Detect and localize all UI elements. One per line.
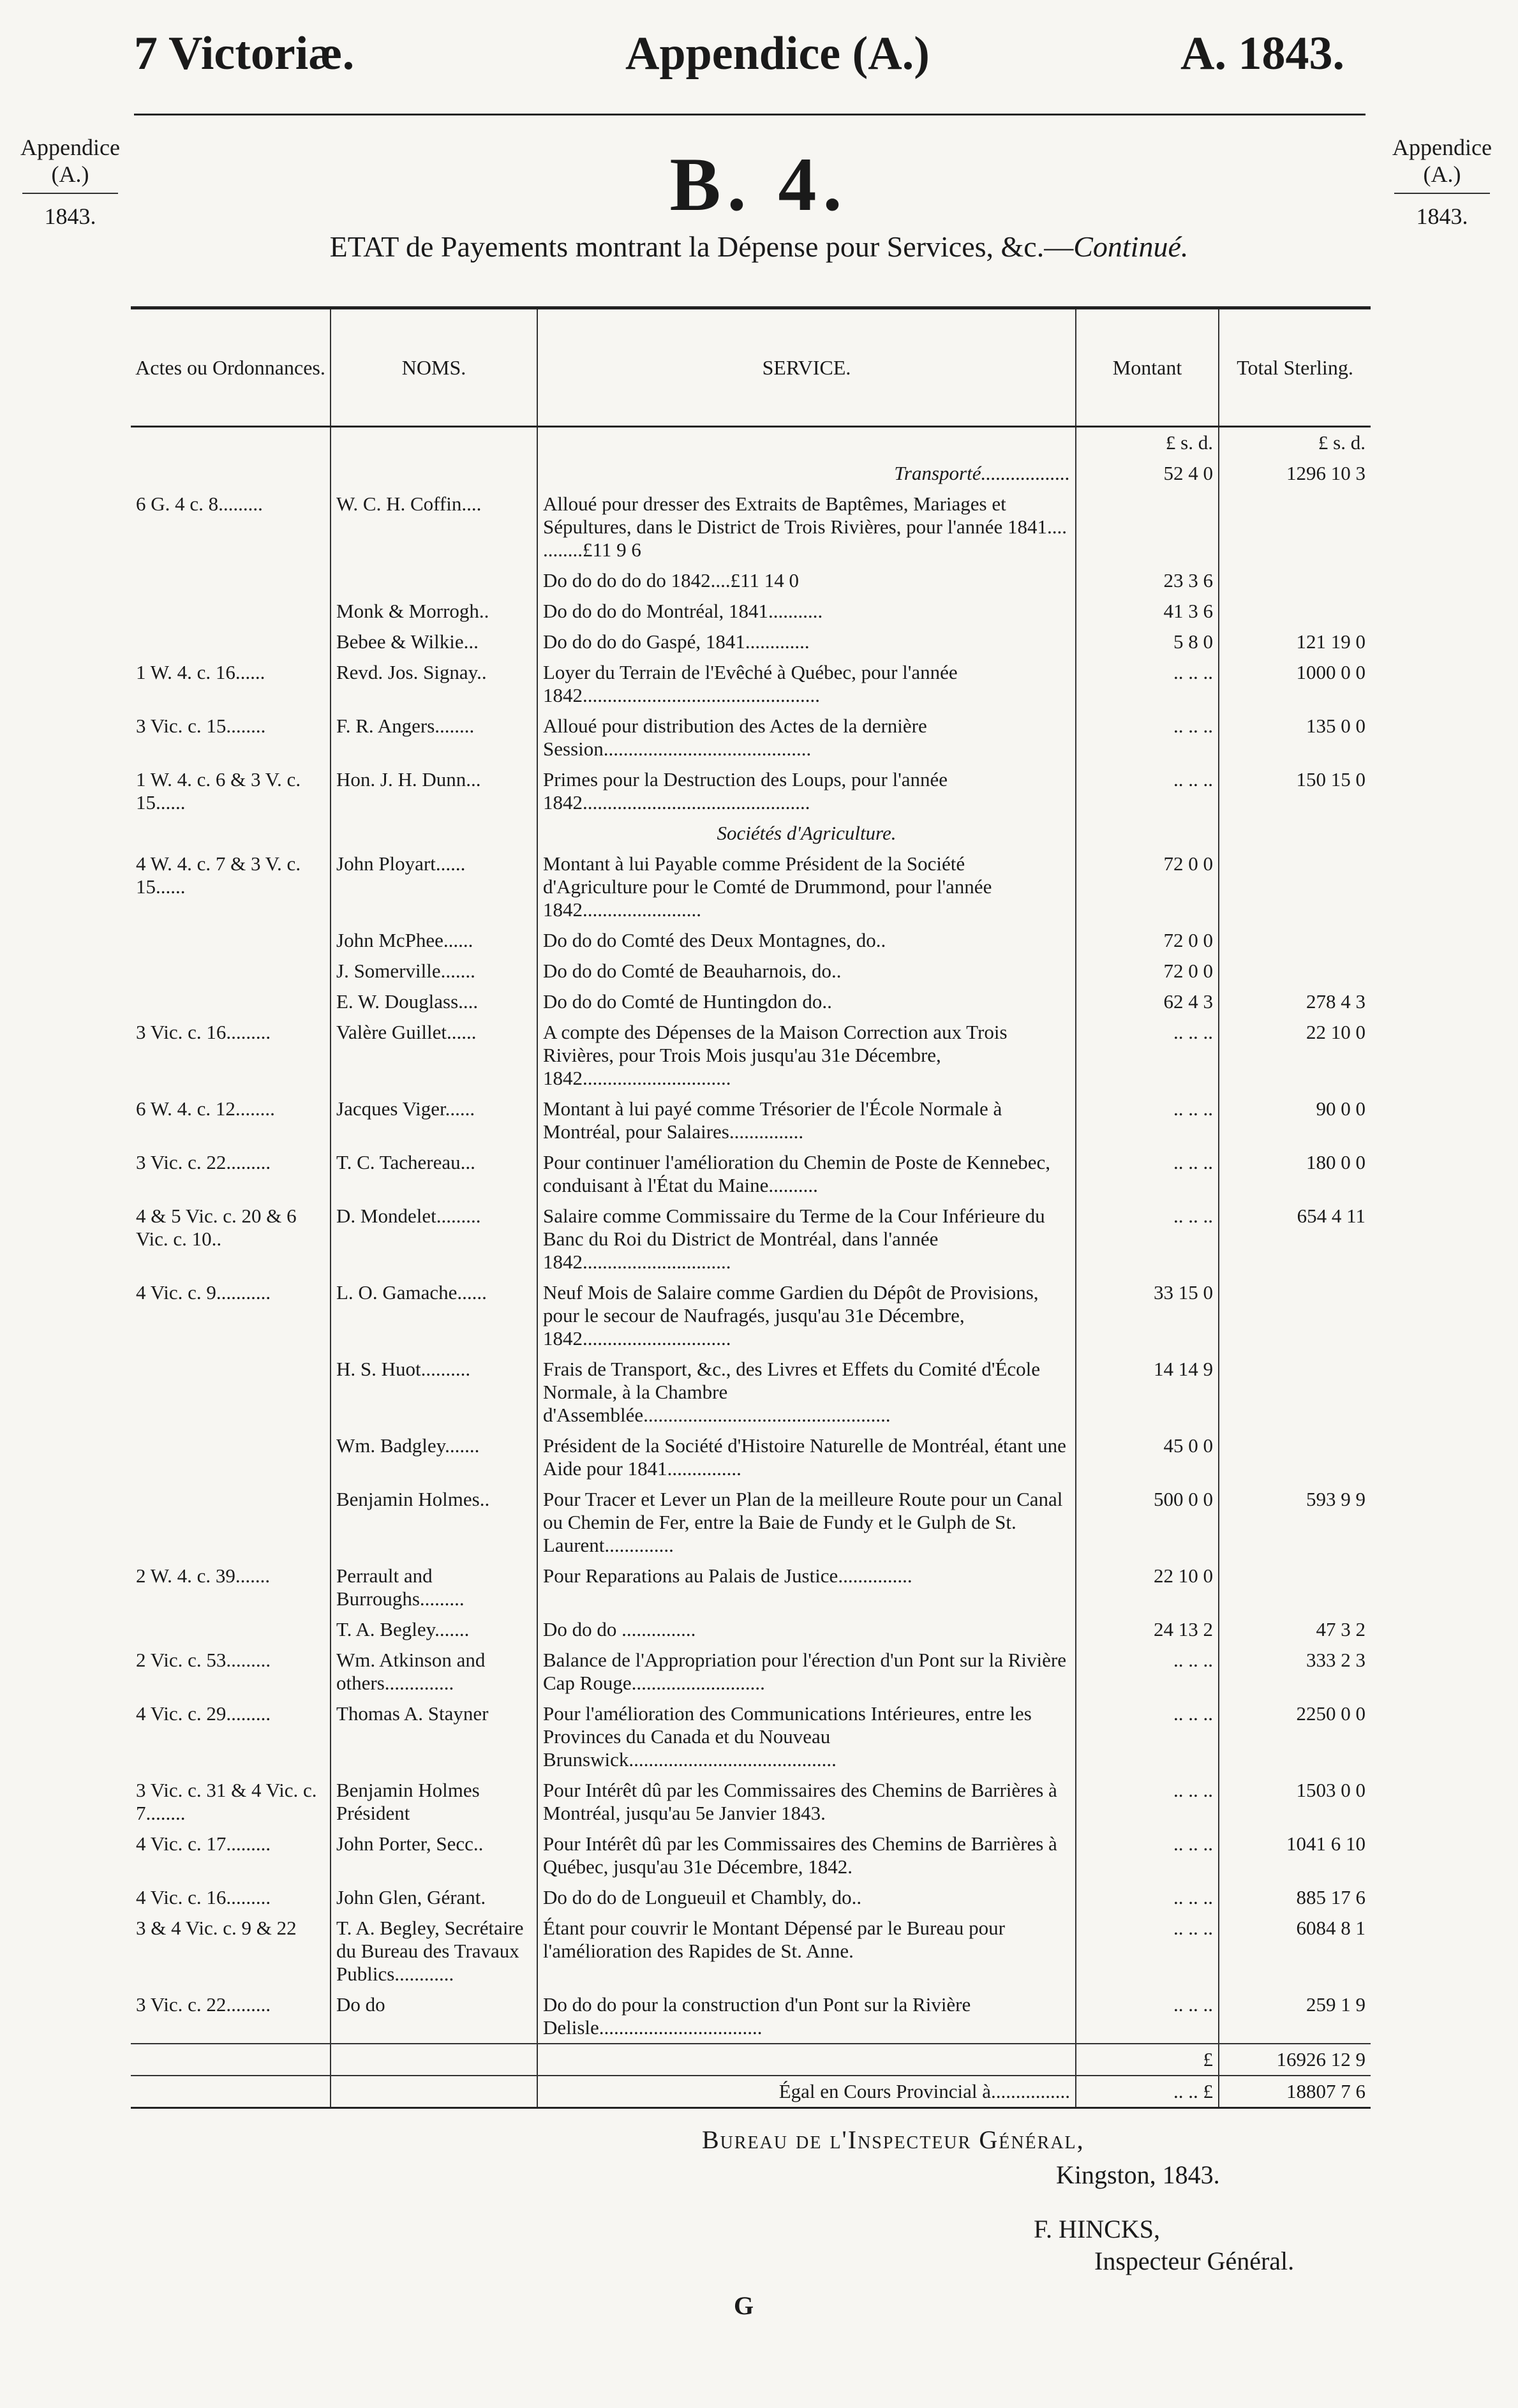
table-row — [131, 818, 1371, 849]
subtitle-main: ETAT de Payements montrant la Dépense pour Services, &c.— — [329, 230, 1074, 263]
service-cell: Do do do pour la construction d'un Pont sur la Rivière Delisle................................. — [537, 1989, 1076, 2044]
name-cell: John McPhee...... — [331, 925, 537, 956]
running-header-center: Appendice (A.) — [625, 27, 930, 80]
act-cell: 4 Vic. c. 16......... — [136, 1886, 271, 1908]
col-header-montant: Montant — [1076, 308, 1219, 427]
sum-row — [131, 2044, 1371, 2076]
margin-right-sub: (A.) — [1423, 161, 1461, 187]
total-cell: 2250 0 0 — [1219, 1698, 1371, 1775]
act-cell: 4 Vic. c. 29......... — [136, 1702, 271, 1725]
name-cell: E. W. Douglass.... — [331, 986, 537, 1017]
table-row — [131, 1698, 1371, 1775]
subtitle-continue: Continué. — [1073, 230, 1189, 263]
total-cell: 121 19 0 — [1219, 627, 1371, 657]
name-cell — [331, 818, 537, 849]
name-cell: Wm. Atkinson and others.............. — [331, 1645, 537, 1698]
name-cell: D. Mondelet......... — [331, 1201, 537, 1277]
montant-cell: 72 0 0 — [1076, 849, 1219, 925]
table-row — [131, 1775, 1371, 1829]
table-row — [131, 565, 1371, 596]
name-cell: T. A. Begley....... — [331, 1614, 537, 1645]
montant-cell: 22 10 0 — [1076, 1561, 1219, 1614]
table-row — [131, 849, 1371, 925]
act-cell — [131, 1354, 331, 1431]
montant-cell: .. .. .. — [1076, 1201, 1219, 1277]
montant-cell — [1076, 818, 1219, 849]
act-cell: 6 W. 4. c. 12........ — [136, 1097, 275, 1120]
montant-cell: 500 0 0 — [1076, 1484, 1219, 1561]
service-cell: Pour Intérêt dû par les Commissaires des Chemins de Barrières à Québec, jusqu'au 31e Décembre, 1842. — [537, 1829, 1076, 1882]
name-cell: W. C. H. Coffin.... — [331, 489, 537, 565]
sum-total: 16926 12 9 — [1219, 2044, 1371, 2076]
table-row — [131, 458, 1371, 489]
total-cell: 593 9 9 — [1219, 1484, 1371, 1561]
name-cell — [331, 458, 537, 489]
service-cell: Do do do Comté de Huntingdon do.. — [537, 986, 1076, 1017]
total-cell: 6084 8 1 — [1219, 1913, 1371, 1989]
name-cell: Revd. Jos. Signay.. — [331, 657, 537, 711]
signer-title: Inspecteur Général. — [1094, 2247, 1295, 2275]
service-cell: Sociétés d'Agriculture. — [537, 818, 1076, 849]
total-cell — [1219, 1277, 1371, 1354]
page-signature-mark: G — [734, 2291, 754, 2320]
egal-total: 18807 7 6 — [1219, 2076, 1371, 2108]
office-line: Bureau de l'Inspecteur Général, — [702, 2125, 1085, 2154]
units-row — [131, 427, 1371, 459]
table-row — [131, 1147, 1371, 1201]
margin-right-label: Appendice — [1392, 135, 1492, 160]
montant-cell: .. .. .. — [1076, 711, 1219, 764]
act-cell: 3 & 4 Vic. c. 9 & 22 — [136, 1917, 297, 1939]
total-cell — [1219, 1561, 1371, 1614]
service-cell: Pour Tracer et Lever un Plan de la meilleure Route pour un Canal ou Chemin de Fer, entre la Baie de Fundy et le Gulph de St. Laurent.............. — [537, 1484, 1076, 1561]
table-row — [131, 657, 1371, 711]
name-cell: John Porter, Secc.. — [331, 1829, 537, 1882]
act-cell — [131, 596, 331, 627]
total-cell: 180 0 0 — [1219, 1147, 1371, 1201]
act-cell: 4 Vic. c. 17......... — [136, 1832, 271, 1855]
table-row — [131, 1484, 1371, 1561]
service-cell: Président de la Société d'Histoire Naturelle de Montréal, étant une Aide pour 1841............... — [537, 1431, 1076, 1484]
table-row — [131, 1561, 1371, 1614]
col-header-noms: NOMS. — [331, 308, 537, 427]
name-cell: L. O. Gamache...... — [331, 1277, 537, 1354]
table-row — [131, 1829, 1371, 1882]
table-row — [131, 1431, 1371, 1484]
service-cell: Transporté.................. — [537, 458, 1076, 489]
service-cell: Neuf Mois de Salaire comme Gardien du Dépôt de Provisions, pour le secour de Naufragés, jusqu'au 31e Décembre, 1842.............................. — [537, 1277, 1076, 1354]
name-cell: Valère Guillet...... — [331, 1017, 537, 1094]
act-cell: 1 W. 4. c. 16...... — [136, 661, 265, 683]
service-cell: Pour Intérêt dû par les Commissaires des Chemins de Barrières à Montréal, jusqu'au 5e Janvier 1843. — [537, 1775, 1076, 1829]
act-cell: 3 Vic. c. 31 & 4 Vic. c. 7........ — [136, 1779, 317, 1824]
name-cell: Bebee & Wilkie... — [331, 627, 537, 657]
name-cell — [331, 565, 537, 596]
act-cell: 1 W. 4. c. 6 & 3 V. c. 15...... — [136, 768, 301, 814]
egal-row — [131, 2076, 1371, 2108]
total-cell — [1219, 489, 1371, 565]
egal-label: Égal en Cours Provincial à................ — [537, 2076, 1076, 2108]
service-cell: Étant pour couvrir le Montant Dépensé par le Bureau pour l'amélioration des Rapides de St. Anne. — [537, 1913, 1076, 1989]
service-cell: Do do do Comté des Deux Montagnes, do.. — [537, 925, 1076, 956]
montant-cell: .. .. .. — [1076, 1645, 1219, 1698]
table-row — [131, 1354, 1371, 1431]
document-subtitle — [0, 230, 1518, 264]
service-cell: Pour l'amélioration des Communications Intérieures, entre les Provinces du Canada et du Nouveau Brunswick.......................................... — [537, 1698, 1076, 1775]
service-cell: Frais de Transport, &c., des Livres et Effets du Comité d'École Normale, à la Chambre d'Assemblée.................................................. — [537, 1354, 1076, 1431]
montant-cell: .. .. .. — [1076, 1913, 1219, 1989]
name-cell: F. R. Angers........ — [331, 711, 537, 764]
total-cell: 1503 0 0 — [1219, 1775, 1371, 1829]
total-cell — [1219, 818, 1371, 849]
act-cell: 3 Vic. c. 16......... — [136, 1021, 271, 1043]
table-row — [131, 1017, 1371, 1094]
montant-units: £ s. d. — [1076, 427, 1219, 459]
total-cell — [1219, 1354, 1371, 1431]
total-cell — [1219, 925, 1371, 956]
table-row — [131, 627, 1371, 657]
act-cell — [131, 986, 331, 1017]
act-cell: 2 Vic. c. 53......... — [136, 1649, 271, 1671]
table-body — [131, 427, 1371, 2044]
service-cell: Balance de l'Appropriation pour l'érection d'un Pont sur la Rivière Cap Rouge........................... — [537, 1645, 1076, 1698]
document-title: B. 4. — [669, 142, 849, 227]
act-cell: 3 Vic. c. 22......... — [136, 1993, 271, 2016]
sum-montant: £ — [1076, 2044, 1219, 2076]
montant-cell: .. .. .. — [1076, 1775, 1219, 1829]
montant-cell: .. .. .. — [1076, 1829, 1219, 1882]
act-cell — [131, 818, 331, 849]
margin-right-year: 1843. — [1416, 204, 1468, 229]
table-row — [131, 986, 1371, 1017]
montant-cell: 52 4 0 — [1076, 458, 1219, 489]
service-cell: Primes pour la Destruction des Loups, pour l'année 1842.............................................. — [537, 764, 1076, 818]
table-row — [131, 711, 1371, 764]
service-cell: Pour continuer l'amélioration du Chemin de Poste de Kennebec, conduisant à l'État du Maine.......... — [537, 1147, 1076, 1201]
act-cell — [131, 458, 331, 489]
table-row — [131, 956, 1371, 986]
montant-cell: 72 0 0 — [1076, 925, 1219, 956]
act-cell — [131, 925, 331, 956]
montant-cell — [1076, 489, 1219, 565]
act-cell — [131, 1484, 331, 1561]
name-cell: T. A. Begley, Secrétaire du Bureau des Travaux Publics............ — [331, 1913, 537, 1989]
table-row — [131, 764, 1371, 818]
total-cell: 1041 6 10 — [1219, 1829, 1371, 1882]
table-row — [131, 1201, 1371, 1277]
margin-left-year: 1843. — [44, 204, 96, 229]
service-cell: Alloué pour dresser des Extraits de Baptêmes, Mariages et Sépultures, dans le District de Trois Rivières, pour l'année 1841.... ........£11 9 6 — [537, 489, 1076, 565]
service-cell: Do do do do Gaspé, 1841............. — [537, 627, 1076, 657]
egal-montant: .. .. £ — [1076, 2076, 1219, 2108]
montant-cell: .. .. .. — [1076, 1017, 1219, 1094]
table-row — [131, 1645, 1371, 1698]
margin-left-sub: (A.) — [51, 161, 89, 187]
montant-cell: .. .. .. — [1076, 1989, 1219, 2044]
table-row — [131, 1277, 1371, 1354]
montant-cell: 45 0 0 — [1076, 1431, 1219, 1484]
name-cell: Benjamin Holmes Président — [331, 1775, 537, 1829]
act-cell: 3 Vic. c. 22......... — [136, 1151, 271, 1173]
total-cell — [1219, 596, 1371, 627]
montant-cell: .. .. .. — [1076, 657, 1219, 711]
total-cell: 654 4 11 — [1219, 1201, 1371, 1277]
total-cell: 885 17 6 — [1219, 1882, 1371, 1913]
montant-cell: 41 3 6 — [1076, 596, 1219, 627]
header-rule — [134, 114, 1365, 115]
total-cell: 47 3 2 — [1219, 1614, 1371, 1645]
service-cell: A compte des Dépenses de la Maison Correction aux Trois Rivières, pour Trois Mois jusqu'au 31e Décembre, 1842.............................. — [537, 1017, 1076, 1094]
montant-cell: .. .. .. — [1076, 1094, 1219, 1147]
total-cell: 259 1 9 — [1219, 1989, 1371, 2044]
total-cell — [1219, 565, 1371, 596]
name-cell: Hon. J. H. Dunn... — [331, 764, 537, 818]
payments-table — [131, 306, 1371, 2109]
name-cell: Jacques Viger...... — [331, 1094, 537, 1147]
service-cell: Salaire comme Commissaire du Terme de la Cour Inférieure du Banc du Roi du District de Montréal, dans l'année 1842.............................. — [537, 1201, 1076, 1277]
montant-cell: .. .. .. — [1076, 1882, 1219, 1913]
montant-cell: .. .. .. — [1076, 1147, 1219, 1201]
act-cell: 4 Vic. c. 9........... — [136, 1281, 271, 1304]
table-row — [131, 1614, 1371, 1645]
act-cell: 2 W. 4. c. 39....... — [136, 1564, 271, 1587]
total-units: £ s. d. — [1219, 427, 1371, 459]
table-row — [131, 596, 1371, 627]
montant-cell: 24 13 2 — [1076, 1614, 1219, 1645]
act-cell: 4 W. 4. c. 7 & 3 V. c. 15...... — [136, 852, 301, 898]
montant-cell: 72 0 0 — [1076, 956, 1219, 986]
act-cell — [131, 1431, 331, 1484]
act-cell — [131, 627, 331, 657]
montant-cell: 5 8 0 — [1076, 627, 1219, 657]
table-row — [131, 925, 1371, 956]
service-cell: Do do do ............... — [537, 1614, 1076, 1645]
place-line: Kingston, 1843. — [1056, 2160, 1220, 2189]
act-cell: 3 Vic. c. 15........ — [136, 715, 266, 737]
service-cell: Do do do Comté de Beauharnois, do.. — [537, 956, 1076, 986]
total-cell — [1219, 849, 1371, 925]
table-row — [131, 1913, 1371, 1989]
total-cell: 1000 0 0 — [1219, 657, 1371, 711]
name-cell: Thomas A. Stayner — [331, 1698, 537, 1775]
name-cell: John Glen, Gérant. — [331, 1882, 537, 1913]
table-row — [131, 1094, 1371, 1147]
act-cell: 4 & 5 Vic. c. 20 & 6 Vic. c. 10.. — [136, 1205, 297, 1250]
name-cell: H. S. Huot.......... — [331, 1354, 537, 1431]
service-cell: Do do do do Montréal, 1841........... — [537, 596, 1076, 627]
name-cell: Do do — [331, 1989, 537, 2044]
name-cell: J. Somerville....... — [331, 956, 537, 986]
act-cell — [131, 1614, 331, 1645]
name-cell: Benjamin Holmes.. — [331, 1484, 537, 1561]
total-cell: 22 10 0 — [1219, 1017, 1371, 1094]
col-header-service: SERVICE. — [537, 308, 1076, 427]
montant-cell: .. .. .. — [1076, 1698, 1219, 1775]
running-header-left: 7 Victoriæ. — [134, 27, 355, 80]
act-cell — [131, 956, 331, 986]
name-cell: Perrault and Burroughs......... — [331, 1561, 537, 1614]
margin-left-label: Appendice — [20, 135, 120, 160]
total-cell: 333 2 3 — [1219, 1645, 1371, 1698]
col-header-total: Total Sterling. — [1219, 308, 1371, 427]
total-cell: 1296 10 3 — [1219, 458, 1371, 489]
montant-cell: 23 3 6 — [1076, 565, 1219, 596]
service-cell: Loyer du Terrain de l'Evêché à Québec, pour l'année 1842................................................ — [537, 657, 1076, 711]
act-cell — [131, 565, 331, 596]
montant-cell: 33 15 0 — [1076, 1277, 1219, 1354]
total-cell: 278 4 3 — [1219, 986, 1371, 1017]
service-cell: Montant à lui payé comme Trésorier de l'École Normale à Montréal, pour Salaires............... — [537, 1094, 1076, 1147]
act-cell: 6 G. 4 c. 8......... — [136, 493, 263, 515]
montant-cell: 14 14 9 — [1076, 1354, 1219, 1431]
name-cell: T. C. Tachereau... — [331, 1147, 537, 1201]
total-cell — [1219, 956, 1371, 986]
service-cell: Do do do de Longueuil et Chambly, do.. — [537, 1882, 1076, 1913]
total-cell — [1219, 1431, 1371, 1484]
name-cell: John Ployart...... — [331, 849, 537, 925]
table-row — [131, 1882, 1371, 1913]
table-row — [131, 489, 1371, 565]
service-cell: Alloué pour distribution des Actes de la dernière Session.......................................... — [537, 711, 1076, 764]
name-cell: Wm. Badgley....... — [331, 1431, 537, 1484]
total-cell: 150 15 0 — [1219, 764, 1371, 818]
table-row — [131, 1989, 1371, 2044]
total-cell: 135 0 0 — [1219, 711, 1371, 764]
total-cell: 90 0 0 — [1219, 1094, 1371, 1147]
montant-cell: 62 4 3 — [1076, 986, 1219, 1017]
montant-cell: .. .. .. — [1076, 764, 1219, 818]
service-cell: Pour Reparations au Palais de Justice............... — [537, 1561, 1076, 1614]
signer-name: F. HINCKS, — [1034, 2215, 1160, 2243]
name-cell: Monk & Morrogh.. — [331, 596, 537, 627]
service-cell: Do do do do do 1842....£11 14 0 — [537, 565, 1076, 596]
col-header-actes: Actes ou Ordonnances. — [131, 308, 331, 427]
service-cell: Montant à lui Payable comme Président de la Société d'Agriculture pour le Comté de Drummond, pour l'année 1842........................ — [537, 849, 1076, 925]
running-header-right: A. 1843. — [1180, 27, 1344, 80]
